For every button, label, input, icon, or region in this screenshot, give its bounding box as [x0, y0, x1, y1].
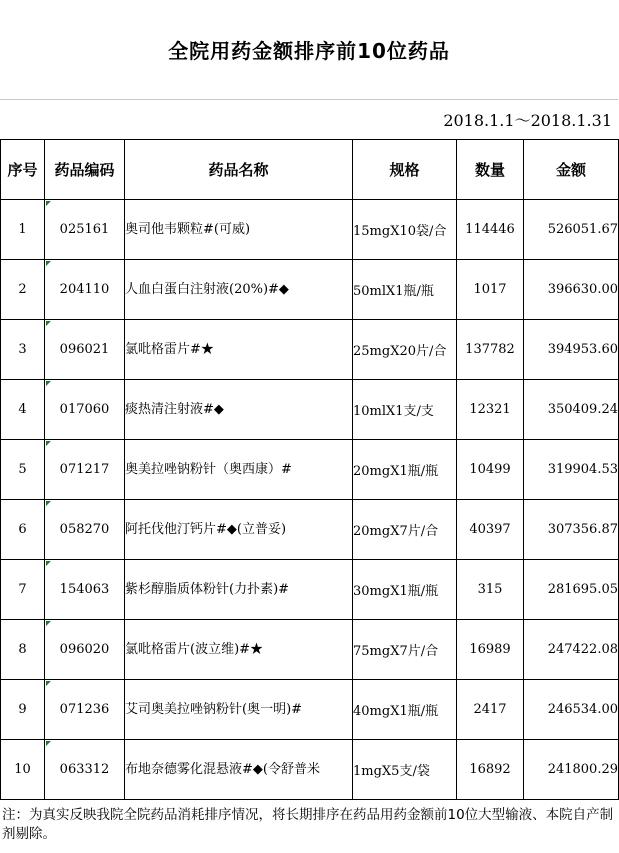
header-qty[interactable]: 数量	[457, 140, 524, 200]
cell-name[interactable]: 布地奈德雾化混悬液#◆(令舒普米	[125, 740, 353, 800]
date-range-cell[interactable]	[0, 100, 612, 138]
cell-code[interactable]: 071217	[45, 440, 125, 500]
cell-qty[interactable]: 1017	[457, 260, 524, 320]
cell-code[interactable]: 154063	[45, 560, 125, 620]
cell-name[interactable]: 紫杉醇脂质体粉针(力扑素)#	[125, 560, 353, 620]
cell-code[interactable]: 025161	[45, 200, 125, 260]
footnote-cell[interactable]	[2, 806, 614, 844]
drug-ranking-table	[0, 139, 619, 800]
cell-qty[interactable]: 16892	[457, 740, 524, 800]
cell-name[interactable]: 人血白蛋白注射液(20%)#◆	[125, 260, 353, 320]
cell-spec[interactable]: 20mgX7片/合	[353, 500, 457, 560]
table-row	[1, 440, 619, 500]
header-spec[interactable]: 规格	[353, 140, 457, 200]
cell-spec[interactable]: 10mlX1支/支	[353, 380, 457, 440]
table-row	[1, 500, 619, 560]
cell-qty[interactable]: 40397	[457, 500, 524, 560]
header-row	[1, 140, 619, 200]
cell-spec[interactable]: 40mgX1瓶/瓶	[353, 680, 457, 740]
cell-no[interactable]: 7	[1, 560, 45, 620]
cell-name[interactable]: 氯吡格雷片(波立维)#★	[125, 620, 353, 680]
cell-qty[interactable]: 10499	[457, 440, 524, 500]
cell-qty[interactable]: 137782	[457, 320, 524, 380]
cell-amount[interactable]: 246534.00	[524, 680, 619, 740]
cell-code[interactable]: 096021	[45, 320, 125, 380]
cell-no[interactable]: 10	[1, 740, 45, 800]
cell-code[interactable]: 017060	[45, 380, 125, 440]
header-name[interactable]: 药品名称	[125, 140, 353, 200]
cell-spec[interactable]: 1mgX5支/袋	[353, 740, 457, 800]
table-row	[1, 680, 619, 740]
cell-no[interactable]: 6	[1, 500, 45, 560]
cell-spec[interactable]: 30mgX1瓶/瓶	[353, 560, 457, 620]
date-range: 2018.1.1～2018.1.31	[443, 110, 612, 130]
cell-name[interactable]: 阿托伐他汀钙片#◆(立普妥)	[125, 500, 353, 560]
cell-code[interactable]: 063312	[45, 740, 125, 800]
footnote-text: 注：为真实反映我院全院药品消耗排序情况，将长期排序在药品用药金额前10位大型输液、本院自产制剂剔除。	[2, 807, 614, 842]
cell-no[interactable]: 5	[1, 440, 45, 500]
cell-no[interactable]: 3	[1, 320, 45, 380]
cell-name[interactable]: 奥美拉唑钠粉针（奥西康）#	[125, 440, 353, 500]
title-cell[interactable]	[0, 0, 618, 100]
table-row	[1, 200, 619, 260]
cell-no[interactable]: 2	[1, 260, 45, 320]
cell-qty[interactable]: 315	[457, 560, 524, 620]
cell-no[interactable]: 1	[1, 200, 45, 260]
report-title: 全院用药金额排序前10位药品	[168, 39, 450, 63]
cell-qty[interactable]: 16989	[457, 620, 524, 680]
cell-code[interactable]: 204110	[45, 260, 125, 320]
cell-no[interactable]: 9	[1, 680, 45, 740]
table-row	[1, 620, 619, 680]
cell-name[interactable]: 氯吡格雷片#★	[125, 320, 353, 380]
cell-amount[interactable]: 281695.05	[524, 560, 619, 620]
cell-name[interactable]: 痰热清注射液#◆	[125, 380, 353, 440]
cell-no[interactable]: 8	[1, 620, 45, 680]
cell-amount[interactable]: 241800.29	[524, 740, 619, 800]
cell-amount[interactable]: 247422.08	[524, 620, 619, 680]
table-row	[1, 380, 619, 440]
cell-spec[interactable]: 25mgX20片/合	[353, 320, 457, 380]
header-amount[interactable]: 金额	[524, 140, 619, 200]
cell-amount[interactable]: 394953.60	[524, 320, 619, 380]
cell-no[interactable]: 4	[1, 380, 45, 440]
cell-amount[interactable]: 307356.87	[524, 500, 619, 560]
cell-spec[interactable]: 50mlX1瓶/瓶	[353, 260, 457, 320]
table-row	[1, 320, 619, 380]
table-row	[1, 560, 619, 620]
cell-qty[interactable]: 114446	[457, 200, 524, 260]
cell-code[interactable]: 058270	[45, 500, 125, 560]
header-code[interactable]: 药品编码	[45, 140, 125, 200]
header-no[interactable]: 序号	[1, 140, 45, 200]
cell-code[interactable]: 071236	[45, 680, 125, 740]
cell-spec[interactable]: 75mgX7片/合	[353, 620, 457, 680]
cell-name[interactable]: 奥司他韦颗粒#(可威)	[125, 200, 353, 260]
table-row	[1, 260, 619, 320]
cell-qty[interactable]: 2417	[457, 680, 524, 740]
cell-amount[interactable]: 396630.00	[524, 260, 619, 320]
cell-spec[interactable]: 20mgX1瓶/瓶	[353, 440, 457, 500]
cell-amount[interactable]: 526051.67	[524, 200, 619, 260]
cell-qty[interactable]: 12321	[457, 380, 524, 440]
table-row	[1, 740, 619, 800]
cell-amount[interactable]: 350409.24	[524, 380, 619, 440]
cell-name[interactable]: 艾司奥美拉唑钠粉针(奥一明)#	[125, 680, 353, 740]
cell-amount[interactable]: 319904.53	[524, 440, 619, 500]
cell-code[interactable]: 096020	[45, 620, 125, 680]
cell-spec[interactable]: 15mgX10袋/合	[353, 200, 457, 260]
